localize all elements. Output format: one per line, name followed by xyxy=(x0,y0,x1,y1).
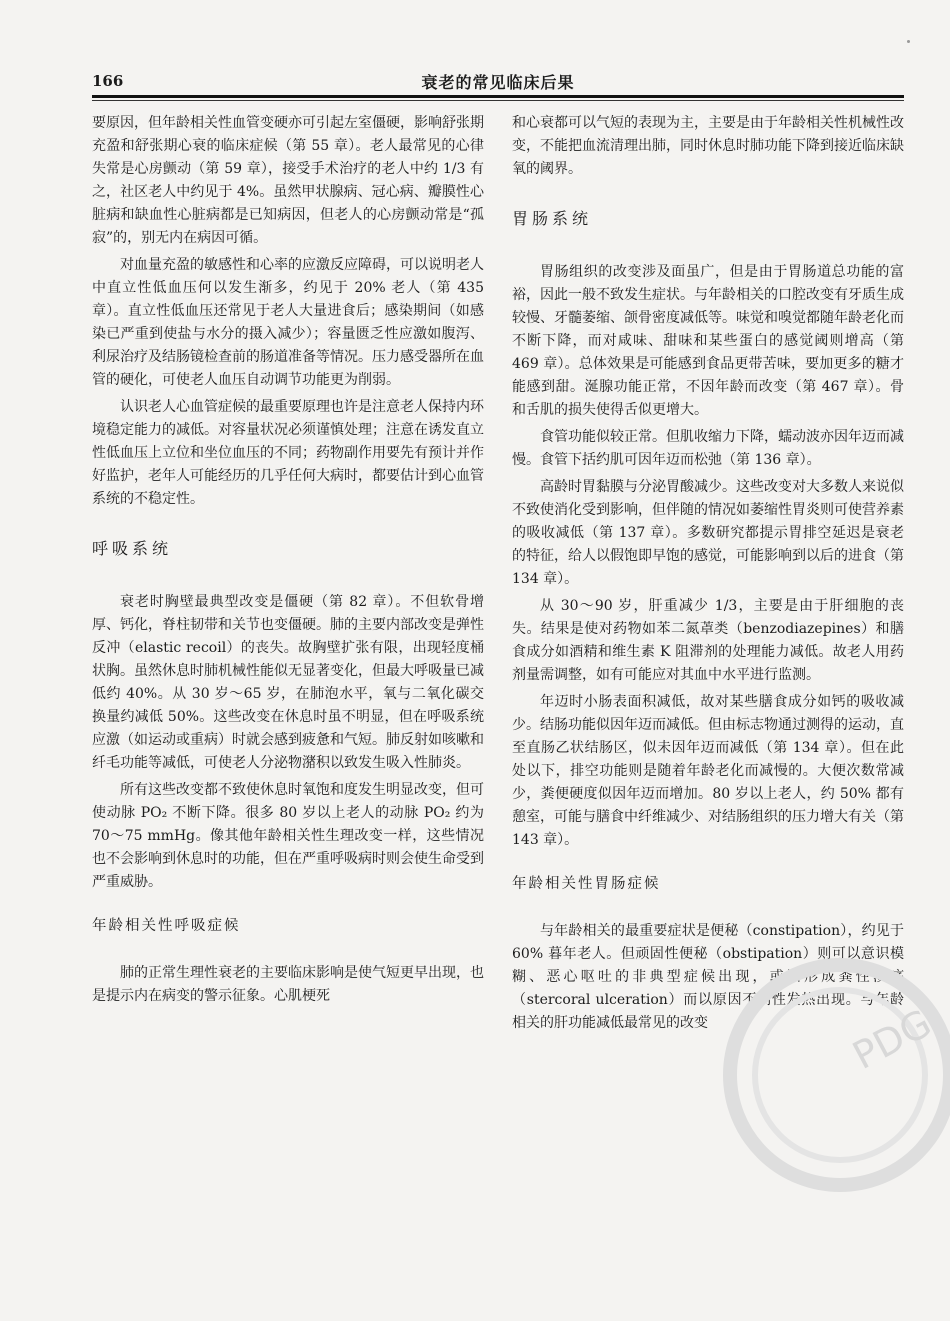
paragraph: 从 30～90 岁，肝重减少 1/3，主要是由于肝细胞的丧失。结果是使对药物如苯二氮䓬类（benzodiazepines）和膳食成分如酒精和维生素 K 阻滞剂的处理能力减低。故老人用药剂量需调整，如有可能应对其血中水平进行监测。 xyxy=(512,598,904,683)
paragraph: 年迈时小肠表面积减低，故对某些膳食成分如钙的吸收减少。结肠功能似因年迈而减低。但由标志物通过测得的运动，直至直肠乙状结肠区，似未因年迈而减低（第 134 章）。但在此处以下，排空功能则是随着年龄老化而减慢的。大便次数常减少，粪便硬度似因年迈而增加。80 岁以上老人，约 50% 都有憩室，可能与膳食中纤维减少、对结肠组织的压力增大有关（第 143 章）。 xyxy=(512,694,904,848)
paragraph: 所有这些改变都不致使休息时氧饱和度发生明显改变，但可使动脉 PO₂ 不断下降。很多 80 岁以上老人的动脉 PO₂ 约为 70～75 mmHg。像其他年龄相关性生理改变一样，这些情况也不会影响到休息时的功能，但在严重呼吸病时则会使生命受到严重威胁。 xyxy=(92,782,484,890)
section-heading-gi: 胃肠系统 xyxy=(512,209,593,228)
right-column xyxy=(512,112,904,1035)
paragraph: 与年龄相关的最重要症状是便秘（constipation），约见于 60% 暮年老人。但顽固性便秘（obstipation）则可以意识模糊、恶心呕吐的非典型症候出现，或因形成粪性溃疡（stercoral ulceration）而以原因不明性发热出现。与年龄相关的肝功能减低最常见的改变 xyxy=(512,923,904,1031)
paragraph: 高龄时胃黏膜与分泌胃酸减少。这些改变对大多数人来说似不致使消化受到影响，但伴随的情况如萎缩性胃炎则可使营养素的吸收减低（第 137 章）。多数研究都提示胃排空延迟是衰老的特征，给人以假饱即早饱的感觉，可能影响到以后的进食（第 134 章）。 xyxy=(512,479,904,587)
left-column xyxy=(92,112,484,1008)
header-rule-thin xyxy=(92,100,904,101)
paragraph: 和心衰都可以气短的表现为主，主要是由于年龄相关性机械性改变，不能把血流清理出肺，同时休息时肺功能下降到接近临床缺氧的阈界。 xyxy=(512,115,904,177)
scan-speck xyxy=(907,40,910,43)
page-number: 166 xyxy=(92,72,124,90)
paragraph: 衰老时胸壁最典型改变是僵硬（第 82 章）。不但软骨增厚、钙化，脊柱韧带和关节也变僵硬。肺的主要内部改变是弹性反冲（elastic recoil）的丧失。故胸壁扩张有限，出现轻度桶状胸。虽然休息时肺机械性能似无显著变化，但最大呼吸量已减低约 40%。从 30 岁～65 岁，在肺泡水平，氧与二氧化碳交换量约减低 50%。这些改变在休息时虽不明显，但在呼吸系统应激（如运动或重病）时就会感到疲惫和气短。肺反射如咳嗽和纤毛功能等减低，可使老人分泌物潴积以致发生吸入性肺炎。 xyxy=(92,594,484,771)
header-rule xyxy=(92,95,904,98)
subsection-heading-gi-symptoms: 年龄相关性胃肠症候 xyxy=(512,876,661,892)
paragraph: 胃肠组织的改变涉及面虽广，但是由于胃肠道总功能的富裕，因此一般不致发生症状。与年龄相关的口腔改变有牙质生成较慢、牙髓萎缩、颌骨密度减低等。味觉和嗅觉都随年龄老化而不断下降，而对咸味、甜味和某些蛋白的感觉阈则增高（第 469 章）。总体效果是可能感到食品更带苦味，要加更多的糖才能感到甜。涎腺功能正常，不因年龄而改变（第 467 章）。骨和舌肌的损失使得舌似更增大。 xyxy=(512,264,904,418)
running-title: 衰老的常见临床后果 xyxy=(421,73,575,92)
paragraph: 食管功能似较正常。但肌收缩力下降，蠕动波亦因年迈而减慢。食管下括约肌可因年迈而松弛（第 136 章）。 xyxy=(512,429,904,468)
page-header xyxy=(92,70,904,94)
watermark-text: PDG xyxy=(845,1000,939,1078)
section-heading-respiratory: 呼吸系统 xyxy=(92,539,173,558)
paragraph: 对血量充盈的敏感性和心率的应激反应障碍，可以说明老人中直立性低血压何以发生渐多，约见于 20% 老人（第 435 章）。直立性低血压还常见于老人大量进食后；感染期间（如感染已严重到使盐与水分的摄入减少）；容量匮乏性应激如腹泻、利尿治疗及结肠镜检查前的肠道准备等情况。压力感受器所在血管的硬化，可使老人血压自动调节功能更为削弱。 xyxy=(92,257,484,388)
paragraph: 认识老人心血管症候的最重要原理也许是注意老人保持内环境稳定能力的减低。对容量状况必须谨慎处理；注意在诱发直立性低血压上立位和坐位血压的不同；药物副作用要先有预计并作好监护，老年人可能经历的几乎任何大病时，都要估计到心血管系统的不稳定性。 xyxy=(92,399,484,507)
subsection-heading-respiratory-symptoms: 年龄相关性呼吸症候 xyxy=(92,918,241,934)
paragraph: 要原因，但年龄相关性血管变硬亦可引起左室僵硬，影响舒张期充盈和舒张期心衰的临床症候（第 55 章）。老人最常见的心律失常是心房颤动（第 59 章），接受手术治疗的老人中约 1/3 有之，社区老人中约见于 4%。虽然甲状腺病、冠心病、瓣膜性心脏病和缺血性心脏病都是已知病因，但老人的心房颤动常是“孤寂”的，别无内在病因可循。 xyxy=(92,115,484,246)
paragraph: 肺的正常生理性衰老的主要临床影响是使气短更早出现，也是提示内在病变的警示征象。心肌梗死 xyxy=(92,965,484,1004)
